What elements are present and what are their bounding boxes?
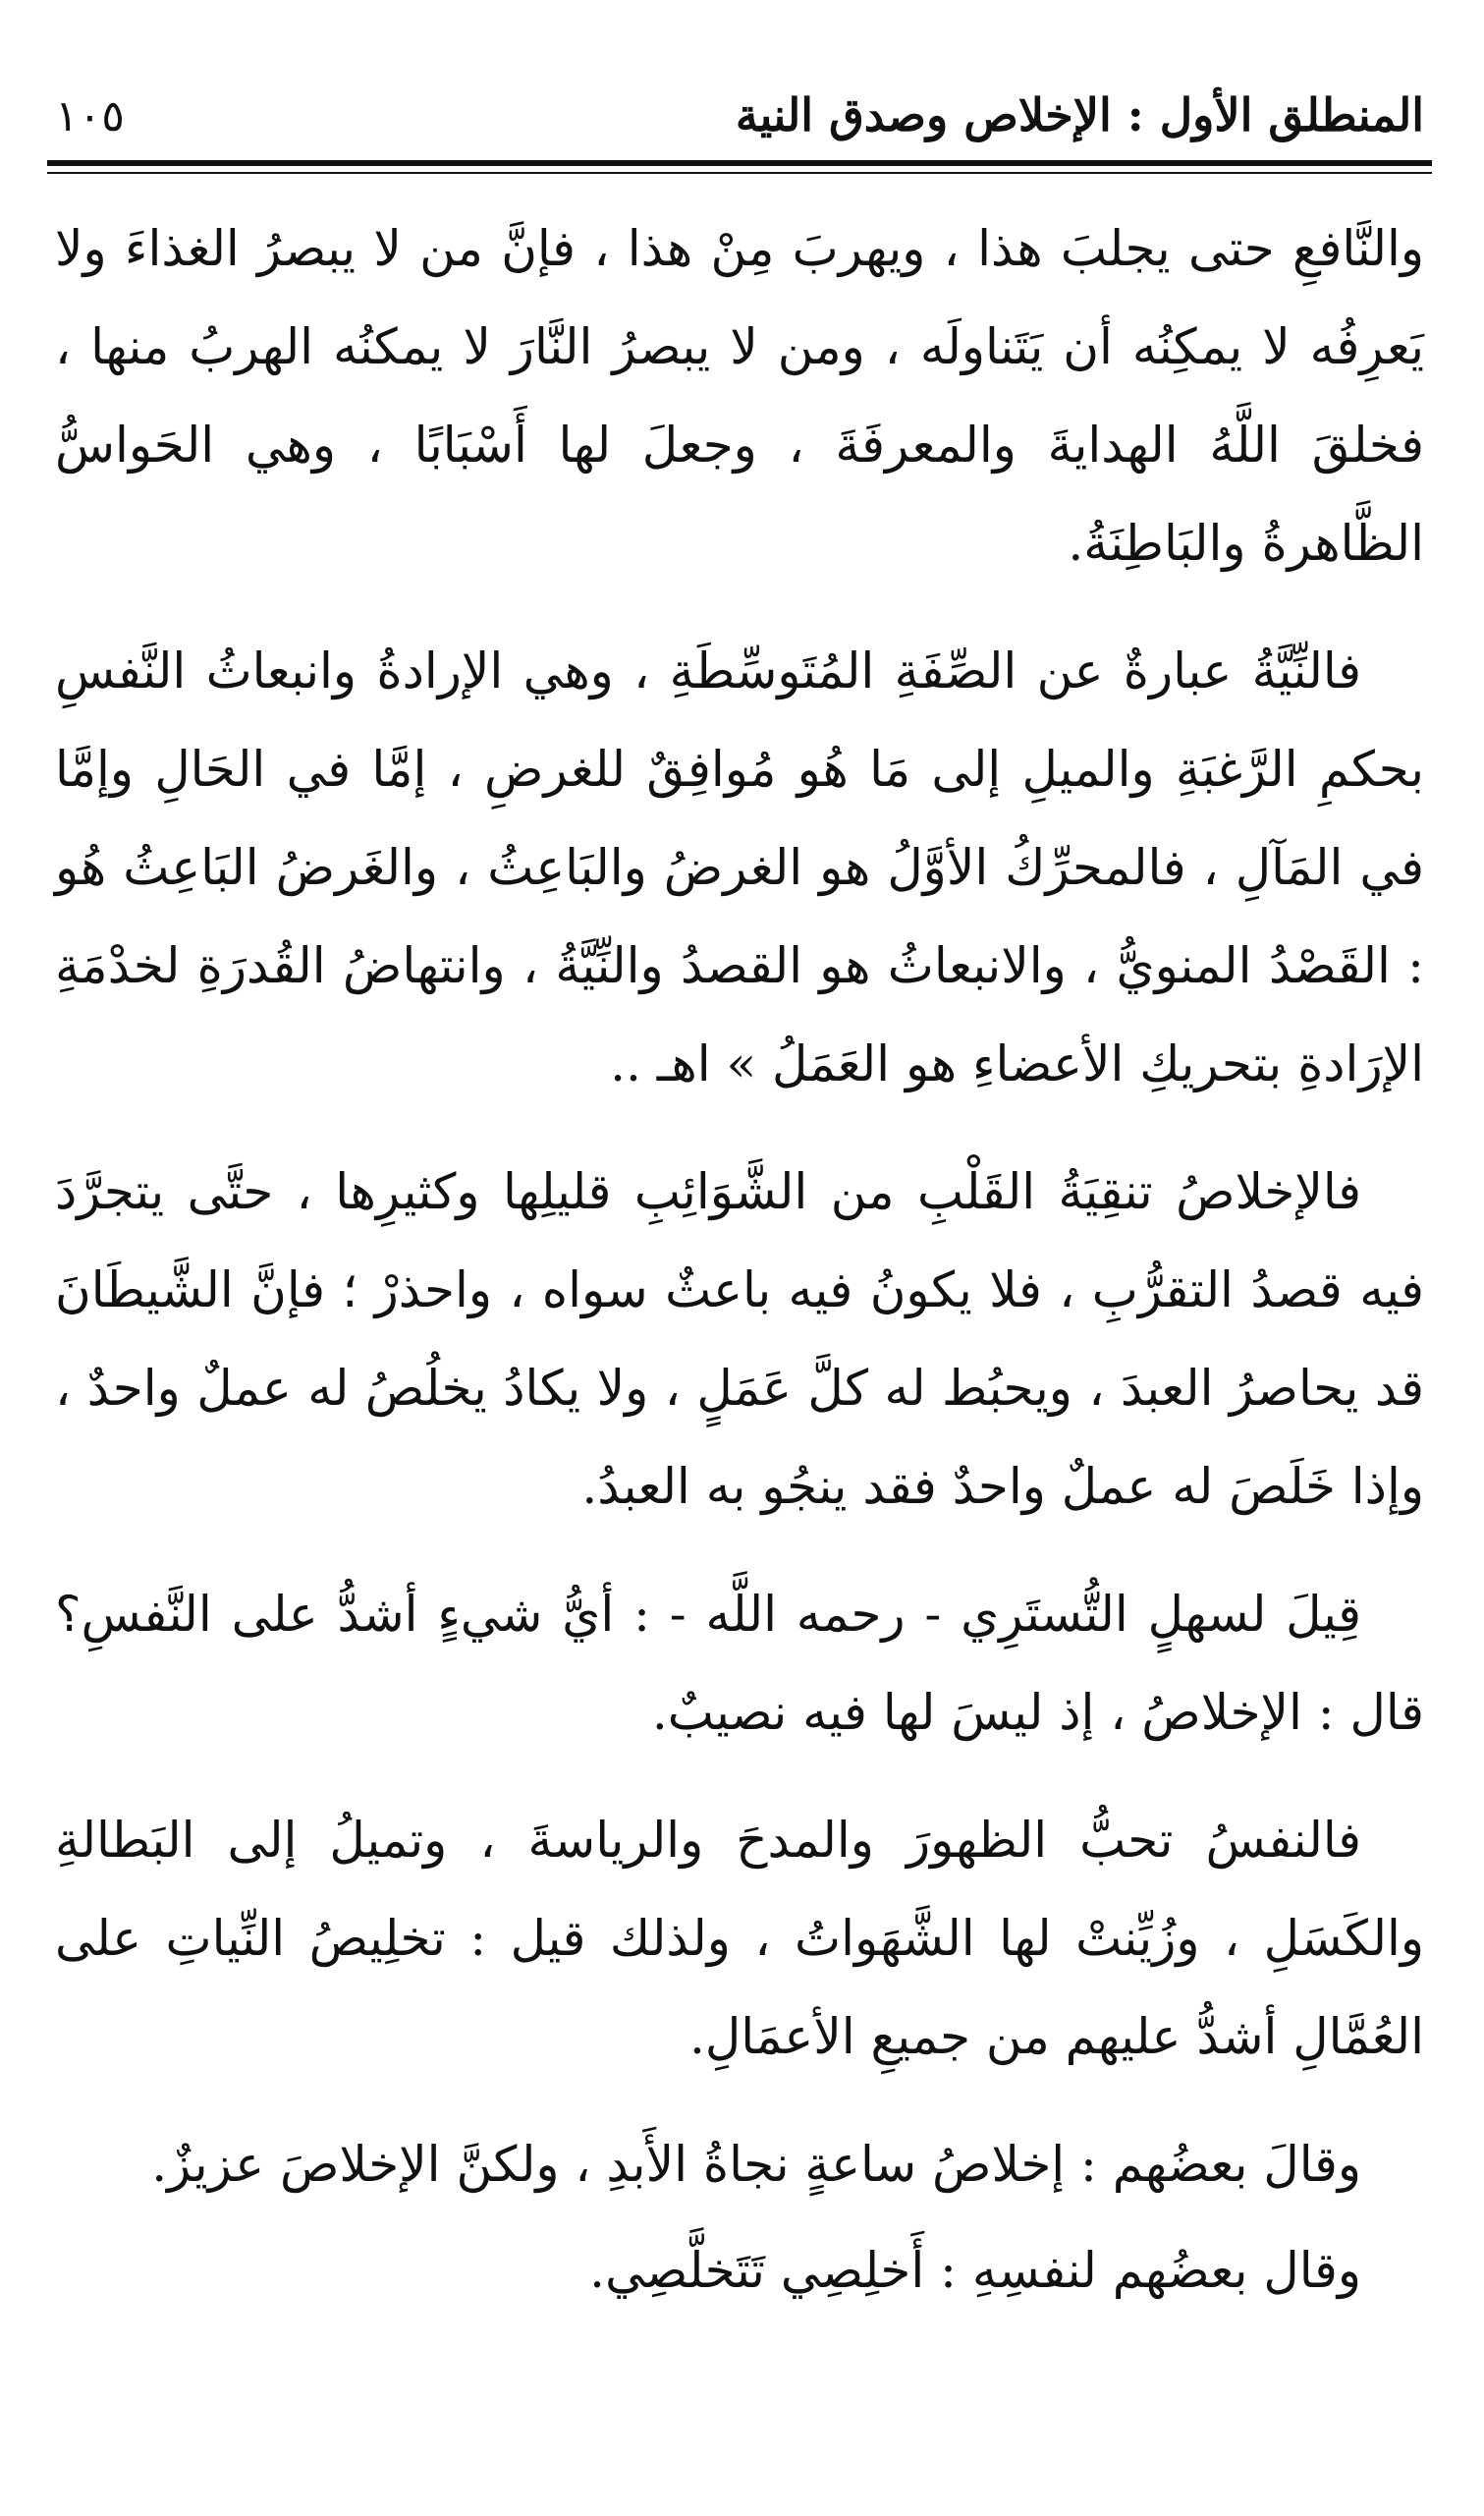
body-text bbox=[47, 199, 1432, 2320]
paragraph-1: والنَّافعِ حتى يجلبَ هذا ، ويهربَ مِنْ هذا ، فإنَّ من لا يبصرُ الغذاءَ ولا يَعرِفُه لا يمكِنُه أن يَتَناولَه ، ومن لا يبصرُ النَّارَ لا يمكنُه الهربُ منها ، فخلقَ اللَّهُ الهدايةَ والمعرفَةَ ، وجعلَ لها أَسْبَابًا ، وهي الحَواسُّ الظَّاهرةُ والبَاطِنَةُ. bbox=[55, 220, 1424, 573]
paragraph-6: وقالَ بعضُهم : إخلاصُ ساعةٍ نجاةُ الأَبدِ ، ولكنَّ الإخلاصَ عزيزٌ. bbox=[151, 2136, 1361, 2194]
page-number: ١٠٥ bbox=[55, 91, 125, 141]
paragraph-4: قِيلَ لسهلٍ التُّستَرِي - رحمه اللَّه - : أيُّ شيءٍ أشدُّ على النَّفسِ؟ قال : الإخلاصُ ، إذ ليسَ لها فيه نصيبٌ. bbox=[55, 1586, 1424, 1742]
paragraph-2: فالنِّيَّةُ عبارةٌ عن الصِّفَةِ المُتَوسِّطَةِ ، وهي الإرادةُ وانبعاثُ النَّفسِ بحكمِ الرَّغبَةِ والميلِ إلى مَا هُو مُوافِقٌ للغرضِ ، إمَّا في الحَالِ وإمَّا في المَآلِ ، فالمحرِّكُ الأوَّلُ هو الغرضُ والبَاعِثُ ، والغَرضُ البَاعِثُ هُو : القَصْدُ المنويُّ ، والانبعاثُ هو القصدُ والنِّيَّةُ ، وانتهاضُ القُدرَةِ لخدْمَةِ الإرَادةِ بتحريكِ الأعضاءِ هو العَمَلُ » اهـ .. bbox=[55, 643, 1424, 1093]
paragraph-7: وقال بعضُهم لنفسِهِ : أَخلِصِي تَتَخلَّصِي. bbox=[589, 2242, 1361, 2300]
running-header bbox=[47, 90, 1432, 140]
chapter-title: المنطلق الأول : الإخلاص وصدق النية bbox=[735, 88, 1424, 141]
header-rule-thick bbox=[47, 160, 1432, 166]
paragraph-3: فالإخلاصُ تنقِيَةُ القَلْبِ من الشَّوَائِبِ قليلِها وكثيرِها ، حتَّى يتجرَّدَ فيه قصدُ التقرُّبِ ، فلا يكونُ فيه باعثٌ سواه ، واحذرْ ؛ فإنَّ الشَّيطَانَ قد يحاصرُ العبدَ ، ويحبُط له كلَّ عَمَلٍ ، ولا يكادُ يخلُصُ له عملٌ واحدٌ ، وإذا خَلَصَ له عملٌ واحدٌ فقد ينجُو به العبدُ. bbox=[55, 1163, 1424, 1516]
header-rule-thin bbox=[47, 172, 1432, 174]
book-page bbox=[47, 90, 1432, 2327]
paragraph-5: فالنفسُ تحبُّ الظهورَ والمدحَ والرياسةَ ، وتميلُ إلى البَطالةِ والكَسَلِ ، وزُيِّنتْ لها الشَّهَواتُ ، ولذلك قيل : تخلِيصُ النِّياتِ على العُمَّالِ أشدُّ عليهم من جميعِ الأعمَالِ. bbox=[55, 1812, 1424, 2066]
